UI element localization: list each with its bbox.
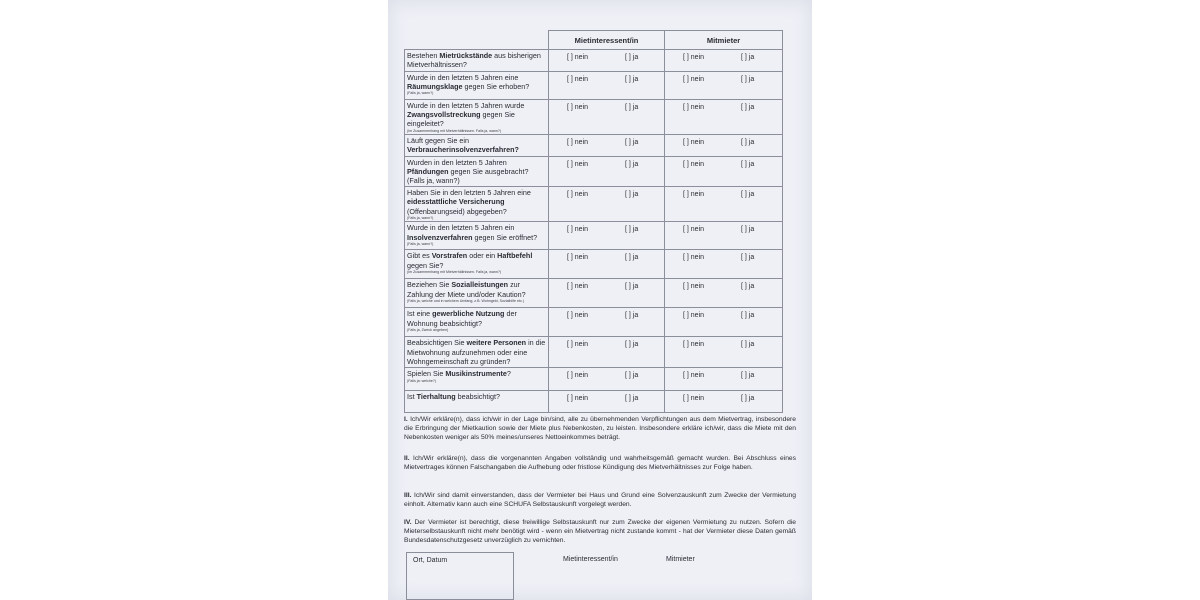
- question-cell: [405, 279, 549, 308]
- question-text: gegen Sie ausgebracht? (Falls ja, wann?): [407, 166, 529, 186]
- questionnaire-table: [404, 30, 783, 413]
- question-keyword: Räumungsklage: [407, 82, 463, 92]
- table-row: [405, 391, 783, 413]
- question-text: Wurden in den letzten 5 Jahren: [407, 157, 507, 167]
- question-keyword: Insolvenzverfahren: [407, 232, 473, 242]
- cotenant-checkbox-yes[interactable]: [ ] ja: [741, 395, 755, 403]
- question-note: (Im Zusammenhang mit Mietverhältnissen. Falls ja, wann?): [407, 128, 502, 133]
- answer-cell-cotenant: [665, 222, 783, 250]
- cotenant-checkbox-yes[interactable]: [ ] ja: [741, 160, 755, 168]
- table-row: [405, 187, 783, 222]
- tenant-checkbox-no[interactable]: [ ] nein: [567, 312, 589, 320]
- question-note: (Falls ja, Zweck angeben): [407, 327, 449, 332]
- answer-cell-cotenant: [665, 135, 783, 156]
- answer-cell-tenant: [549, 72, 665, 100]
- table-row: [405, 368, 783, 391]
- answer-cell-cotenant: [665, 308, 783, 337]
- question-keyword: eidesstattliche Versicherung: [407, 197, 505, 207]
- answer-cell-tenant: [549, 279, 665, 308]
- questionnaire-body: [405, 50, 783, 413]
- document-page: [388, 0, 812, 600]
- question-keyword: Verbraucherinsolvenzverfahren?: [407, 145, 519, 155]
- question-cell: [405, 222, 549, 250]
- cotenant-checkbox-no[interactable]: [ ] nein: [683, 312, 705, 320]
- question-text: der Wohnung beabsichtigt?: [407, 309, 517, 328]
- cotenant-checkbox-no[interactable]: [ ] nein: [683, 283, 705, 291]
- question-cell: [405, 156, 549, 187]
- table-row: [405, 250, 783, 279]
- answer-cell-cotenant: [665, 391, 783, 413]
- cotenant-checkbox-no[interactable]: [ ] nein: [683, 104, 705, 111]
- question-cell: [405, 187, 549, 222]
- table-row: [405, 135, 783, 156]
- question-text: Ist: [407, 392, 417, 402]
- table-header-row: [405, 31, 783, 50]
- cotenant-checkbox-no[interactable]: [ ] nein: [683, 254, 705, 262]
- tenant-checkbox-no[interactable]: [ ] nein: [567, 160, 589, 168]
- declaration-paragraph: [404, 416, 796, 442]
- signature-label-cotenant: Mitmieter: [666, 556, 695, 563]
- tenant-checkbox-yes[interactable]: [ ] ja: [625, 139, 639, 147]
- question-cell: [405, 337, 549, 368]
- answer-cell-tenant: [549, 368, 665, 391]
- question-text: Läuft gegen Sie ein: [407, 136, 469, 146]
- declaration-text: Ich/Wir sind damit einverstanden, dass der Vermieter bei Haus und Grund eine Solvenzauskunft zum Zwecke der Vermietung einholt. Alternativ kann auch eine SCHUFA Selbstauskunft vorgelegt werden.: [404, 492, 796, 508]
- table-row: [405, 279, 783, 308]
- tenant-checkbox-yes[interactable]: [ ] ja: [625, 160, 639, 168]
- answer-cell-cotenant: [665, 156, 783, 187]
- cotenant-checkbox-no[interactable]: [ ] nein: [683, 191, 705, 199]
- cotenant-checkbox-no[interactable]: [ ] nein: [683, 341, 705, 349]
- question-text: Haben Sie in den letzten 5 Jahren eine: [407, 188, 531, 198]
- question-keyword: gewerbliche Nutzung: [432, 309, 505, 319]
- question-cell: [405, 72, 549, 100]
- answer-cell-cotenant: [665, 250, 783, 279]
- question-keyword: Musikinstrumente: [445, 369, 507, 379]
- tenant-checkbox-no[interactable]: [ ] nein: [567, 104, 589, 111]
- cotenant-checkbox-yes[interactable]: [ ] ja: [741, 76, 755, 83]
- answer-cell-tenant: [549, 250, 665, 279]
- answer-cell-tenant: [549, 187, 665, 222]
- cotenant-checkbox-yes[interactable]: [ ] ja: [741, 104, 755, 111]
- tenant-checkbox-yes[interactable]: [ ] ja: [625, 76, 639, 83]
- answer-cell-cotenant: [665, 187, 783, 222]
- declaration-number: I.: [404, 416, 408, 423]
- tenant-checkbox-no[interactable]: [ ] nein: [567, 76, 589, 83]
- cotenant-checkbox-no[interactable]: [ ] nein: [683, 226, 705, 234]
- question-text: (Offenbarungseid) abgegeben?: [407, 206, 507, 216]
- question-cell: [405, 368, 549, 391]
- question-keyword: Zwangsvollstreckung: [407, 110, 481, 120]
- table-row: [405, 156, 783, 187]
- question-keyword: Tierhaltung: [416, 392, 456, 402]
- place-date-box[interactable]: [406, 552, 514, 600]
- tenant-checkbox-yes[interactable]: [ ] ja: [625, 226, 639, 234]
- tenant-checkbox-no[interactable]: [ ] nein: [567, 254, 589, 262]
- question-cell: [405, 100, 549, 135]
- cotenant-checkbox-yes[interactable]: [ ] ja: [741, 312, 755, 320]
- question-text: Gibt es: [407, 251, 432, 261]
- question-text: Beziehen Sie: [407, 280, 452, 290]
- declaration-number: IV.: [404, 519, 412, 526]
- cotenant-checkbox-no[interactable]: [ ] nein: [683, 372, 705, 380]
- tenant-checkbox-yes[interactable]: [ ] ja: [625, 283, 639, 291]
- question-note: (Falls ja: welche?): [407, 378, 436, 383]
- declaration-number: II.: [404, 455, 410, 462]
- cotenant-checkbox-yes[interactable]: [ ] ja: [741, 254, 755, 262]
- question-cell: [405, 250, 549, 279]
- question-text: Spielen Sie: [407, 369, 446, 379]
- tenant-checkbox-yes[interactable]: [ ] ja: [625, 54, 639, 61]
- question-note: (Falls ja, wann?): [407, 215, 434, 220]
- table-row: [405, 222, 783, 250]
- question-text: Beabsichtigen Sie: [407, 338, 467, 348]
- question-text: gegen Sie eingeleitet?: [407, 110, 515, 129]
- tenant-checkbox-yes[interactable]: [ ] ja: [625, 191, 639, 199]
- answer-cell-cotenant: [665, 100, 783, 135]
- question-text: aus bisherigen Mietverhältnissen?: [407, 51, 541, 70]
- question-keyword: Haftbefehl: [497, 251, 533, 261]
- table-row: [405, 50, 783, 72]
- tenant-checkbox-no[interactable]: [ ] nein: [567, 283, 589, 291]
- tenant-checkbox-yes[interactable]: [ ] ja: [625, 372, 639, 380]
- answer-cell-cotenant: [665, 337, 783, 368]
- declaration-number: III.: [404, 492, 412, 499]
- table-row: [405, 337, 783, 368]
- question-keyword: Vorstrafen: [431, 251, 468, 261]
- header-blank-cell: [405, 31, 549, 50]
- question-note: (Falls ja, wann?): [407, 241, 434, 246]
- question-cell: [405, 50, 549, 72]
- cotenant-checkbox-yes[interactable]: [ ] ja: [741, 283, 755, 291]
- cotenant-checkbox-yes[interactable]: [ ] ja: [741, 341, 755, 349]
- cotenant-checkbox-yes[interactable]: [ ] ja: [741, 139, 755, 147]
- question-text: Ist eine: [407, 309, 433, 319]
- question-note: (Falls ja, wann?): [407, 91, 434, 96]
- declaration-text: Ich/Wir erkläre(n), dass die vorgenannten Angaben vollständig und wahrheitsgemäß gemacht wurden. Bei Abschluss eines Mietvertrages können Falschangaben die Aufhebung oder fristlose Kündigung des Mietverhältnisses zur Folge haben.: [404, 455, 796, 471]
- cotenant-checkbox-yes[interactable]: [ ] ja: [741, 372, 755, 380]
- cotenant-checkbox-no[interactable]: [ ] nein: [683, 139, 705, 147]
- answer-cell-tenant: [549, 308, 665, 337]
- cotenant-checkbox-yes[interactable]: [ ] ja: [741, 226, 755, 234]
- tenant-checkbox-no[interactable]: [ ] nein: [567, 191, 589, 199]
- table-row: [405, 72, 783, 100]
- answer-cell-cotenant: [665, 72, 783, 100]
- place-date-label: Ort, Datum: [413, 557, 448, 564]
- declaration-paragraph: [404, 519, 796, 545]
- question-text: oder ein: [467, 251, 498, 261]
- answer-cell-tenant: [549, 156, 665, 187]
- column-header-cotenant: Mitmieter: [665, 31, 783, 50]
- question-text: in die Mietwohnung aufzunehmen oder eine Wohngemeinschaft zu gründen?: [407, 338, 546, 366]
- tenant-checkbox-yes[interactable]: [ ] ja: [625, 341, 639, 349]
- signature-label-tenant: Mietinteressent/in: [563, 556, 618, 563]
- question-keyword: Pfändungen: [407, 166, 449, 176]
- question-cell: [405, 391, 549, 413]
- tenant-checkbox-yes[interactable]: [ ] ja: [625, 104, 639, 111]
- question-text: Wurde in den letzten 5 Jahren wurde: [407, 101, 525, 110]
- question-text: gegen Sie?: [407, 260, 444, 270]
- cotenant-checkbox-no[interactable]: [ ] nein: [683, 160, 705, 168]
- tenant-checkbox-no[interactable]: [ ] nein: [567, 226, 589, 234]
- question-keyword: weitere Personen: [466, 338, 527, 348]
- answer-cell-cotenant: [665, 368, 783, 391]
- question-text: gegen Sie erhoben?: [462, 82, 530, 92]
- answer-cell-tenant: [549, 391, 665, 413]
- tenant-checkbox-no[interactable]: [ ] nein: [567, 139, 589, 147]
- tenant-checkbox-no[interactable]: [ ] nein: [567, 54, 589, 61]
- cotenant-checkbox-no[interactable]: [ ] nein: [683, 54, 705, 61]
- cotenant-checkbox-yes[interactable]: [ ] ja: [741, 191, 755, 199]
- tenant-checkbox-yes[interactable]: [ ] ja: [625, 312, 639, 320]
- cotenant-checkbox-no[interactable]: [ ] nein: [683, 76, 705, 83]
- table-row: [405, 100, 783, 135]
- tenant-checkbox-yes[interactable]: [ ] ja: [625, 254, 639, 262]
- question-text: zur Zahlung der Miete und/oder Kaution?: [407, 280, 526, 299]
- cotenant-checkbox-yes[interactable]: [ ] ja: [741, 54, 755, 61]
- declaration-text: Ich/Wir erkläre(n), dass ich/wir in der Lage bin/sind, alle zu übernehmenden Verpflichtungen aus dem Mietvertrag, insbesondere die Erbringung der Mietkaution sowie der Miete plus Nebenkosten, zu leisten. Insbesondere erkläre ich/wir, dass die Miete mit den Nebenkosten weniger als 50% meines/unseres Nettoeinkommes beträgt.: [404, 416, 796, 441]
- question-note: (Falls ja, welche und in welchem Umfang, z.B. Wohngeld, Sozialhilfe etc.): [407, 298, 524, 303]
- answer-cell-tenant: [549, 100, 665, 135]
- answer-cell-tenant: [549, 50, 665, 72]
- tenant-checkbox-no[interactable]: [ ] nein: [567, 395, 589, 403]
- cotenant-checkbox-no[interactable]: [ ] nein: [683, 395, 705, 403]
- question-text: Wurde in den letzten 5 Jahren eine: [407, 73, 519, 82]
- answer-cell-tenant: [549, 337, 665, 368]
- declaration-paragraph: [404, 492, 796, 510]
- question-keyword: Sozialleistungen: [451, 280, 509, 290]
- question-cell: [405, 135, 549, 156]
- column-header-tenant: Mietinteressent/in: [549, 31, 665, 50]
- tenant-checkbox-no[interactable]: [ ] nein: [567, 372, 589, 380]
- question-text: Bestehen: [407, 51, 440, 60]
- question-text: Wurde in den letzten 5 Jahren ein: [407, 223, 515, 233]
- table-row: [405, 308, 783, 337]
- answer-cell-tenant: [549, 222, 665, 250]
- question-text: beabsichtigt?: [455, 392, 500, 402]
- tenant-checkbox-yes[interactable]: [ ] ja: [625, 395, 639, 403]
- question-cell: [405, 308, 549, 337]
- question-note: (Im Zusammenhang mit Mietverhältnissen. Falls ja, wann?): [407, 269, 502, 274]
- question-text: ?: [506, 369, 511, 379]
- answer-cell-cotenant: [665, 279, 783, 308]
- declaration-paragraph: [404, 455, 796, 473]
- answer-cell-tenant: [549, 135, 665, 156]
- answer-cell-cotenant: [665, 50, 783, 72]
- tenant-checkbox-no[interactable]: [ ] nein: [567, 341, 589, 349]
- question-keyword: Mietrückstände: [439, 51, 493, 60]
- declaration-text: Der Vermieter ist berechtigt, diese freiwillige Selbstauskunft nur zum Zwecke der eigenen Vermietung zu nutzen. Sofern die Mieterselbstauskunft nicht mehr benötigt wird - wenn ein Mietvertrag nicht zustande kommt - hat der Vermieter diese Daten gemäß Bundesdatenschutzgesetz unverzüglich zu vernichten.: [404, 519, 796, 544]
- question-text: gegen Sie eröffnet?: [472, 232, 538, 242]
